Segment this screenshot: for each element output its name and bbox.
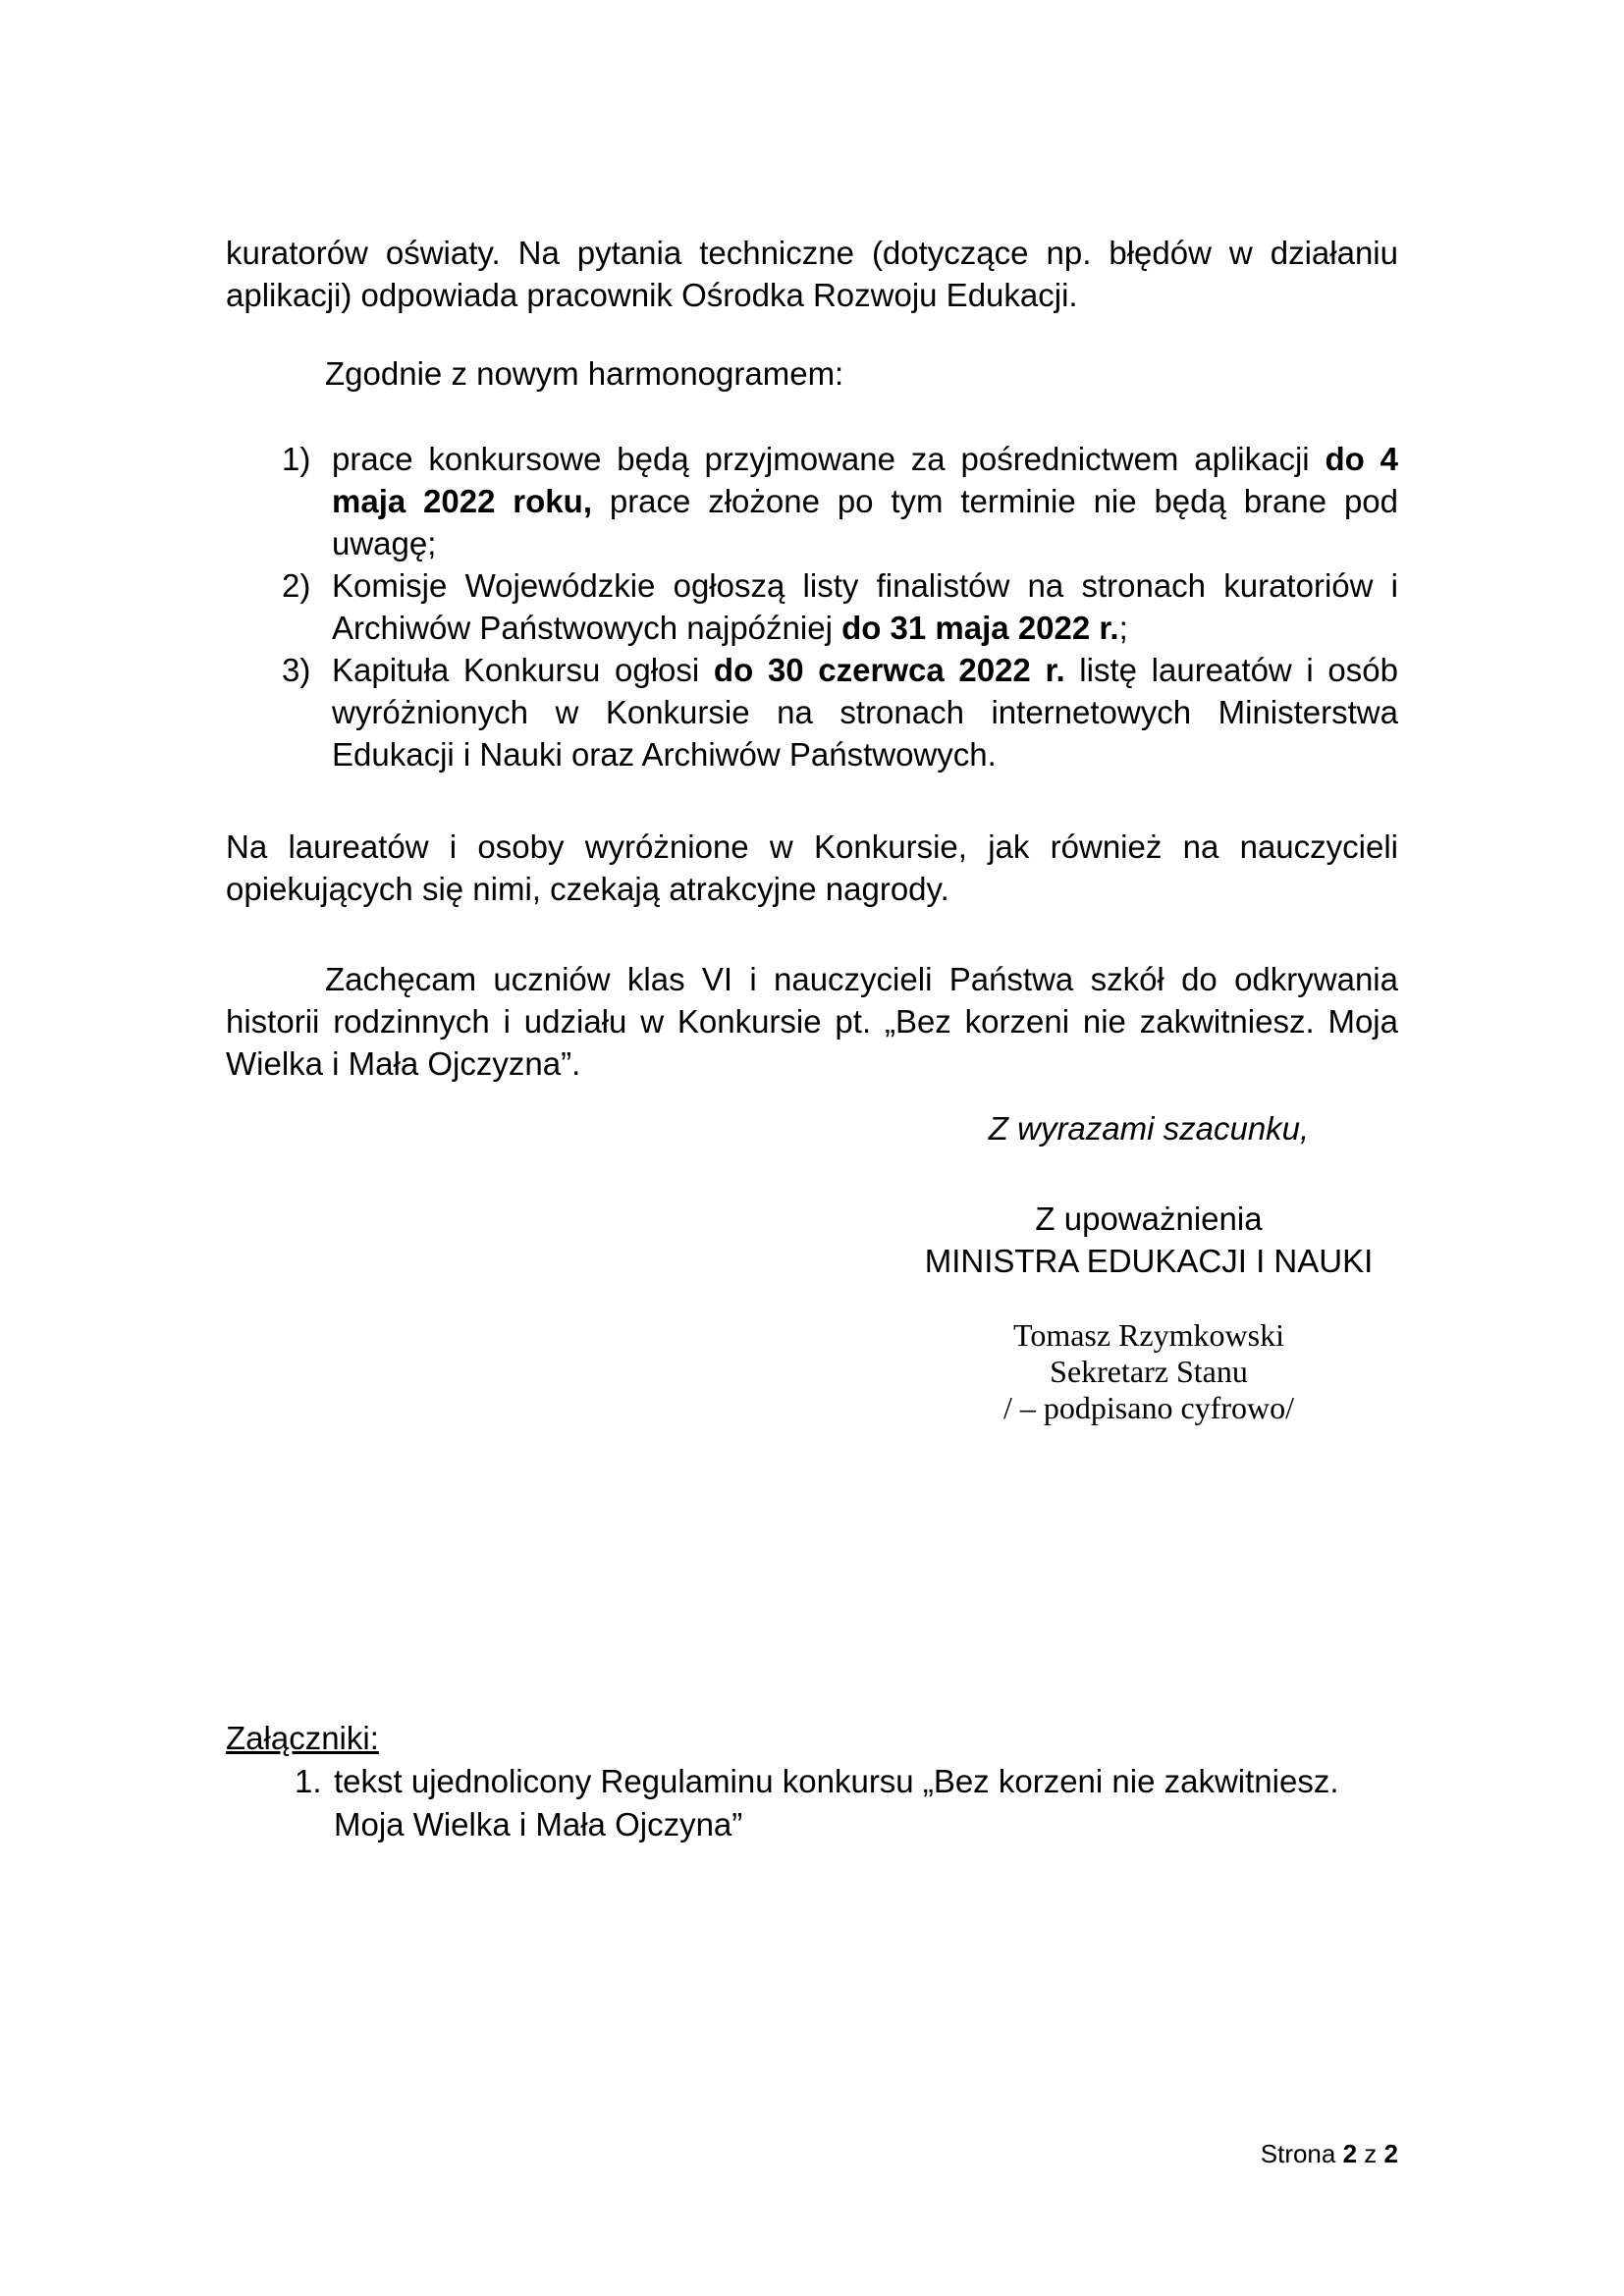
attachments-heading: Załączniki:: [226, 1720, 379, 1756]
schedule-item-1-text-end: prace złożone po tym terminie nie będą brane pod uwagę;: [332, 483, 1398, 561]
footer-page-label: Strona: [1260, 2139, 1336, 2168]
schedule-item-3-marker: 3): [282, 652, 311, 688]
schedule-item-2: [226, 564, 1398, 649]
attachment-item-1-text: tekst ujednolicony Regulaminu konkursu „Bez korzeni nie zakwitniesz. Moja Wielka i Mała Ojczyna”: [334, 1763, 1339, 1842]
schedule-item-1: [226, 438, 1398, 564]
footer-page-total: 2: [1383, 2139, 1398, 2168]
schedule-item-2-text-end: ;: [1118, 610, 1128, 646]
schedule-item-3-text: Kapituła Konkursu ogłosi: [332, 652, 714, 688]
schedule-item-3-deadline: do 30 czerwca 2022 r.: [713, 652, 1065, 688]
page-footer: [226, 2138, 1398, 2169]
digital-signature-note: / – podpisano cyfrowo/: [1003, 1390, 1294, 1425]
schedule-item-1-text: prace konkursowe będą przyjmowane za pośrednictwem aplikacji: [332, 441, 1326, 477]
paragraph-awards: Na laureatów i osoby wyróżnione w Konkursie, jak również na nauczycieli opiekujących się nimi, czekają atrakcyjne nagrody.: [226, 828, 1398, 907]
authorization-minister-line: MINISTRA EDUKACJI I NAUKI: [924, 1243, 1374, 1279]
valediction: Z wyrazami szacunku,: [988, 1110, 1310, 1147]
schedule-item-1-marker: 1): [282, 441, 311, 477]
schedule-item-2-text: Komisje Wojewódzkie ogłoszą listy finalistów na stronach kuratoriów i Archiwów Państwowych najpóźniej: [332, 567, 1398, 646]
footer-page-number: 2: [1342, 2139, 1358, 2168]
paragraph-closing: Zachęcam uczniów klas VI i nauczycieli Państwa szkół do odkrywania historii rodzinnych i udziału w Konkursie pt. „Bez korzeni nie zakwitniesz. Moja Wielka i Mała Ojczyzna”.: [226, 961, 1398, 1082]
paragraph-schedule-intro: Zgodnie z nowym harmonogramem:: [325, 355, 844, 392]
authorization-line: Z upoważnienia: [1035, 1201, 1263, 1237]
signature-block: [844, 1317, 1453, 1426]
schedule-list: [226, 438, 1398, 775]
schedule-item-3: [226, 649, 1398, 775]
paragraph-continuation: kuratorów oświaty. Na pytania techniczne (dotyczące np. błędów w działaniu aplikacji) odpowiada pracownik Ośrodka Rozwoju Edukacji.: [226, 235, 1398, 313]
authorization-block: [844, 1198, 1453, 1282]
attachments-list: [226, 1760, 1398, 1846]
attachment-item-1-marker: 1.: [295, 1763, 322, 1799]
attachment-item-1: [226, 1760, 1398, 1846]
schedule-item-3-text-end: listę laureatów i osób wyróżnionych w Konkursie na stronach internetowych Ministerstwa Edukacji i Nauki oraz Archiwów Państwowych.: [332, 652, 1398, 773]
schedule-item-2-deadline: do 31 maja 2022 r.: [841, 610, 1119, 646]
signer-title: Sekretarz Stanu: [1050, 1354, 1248, 1389]
schedule-item-1-deadline: do 4 maja 2022 roku,: [332, 441, 1398, 519]
footer-separator: z: [1364, 2139, 1378, 2168]
schedule-item-2-marker: 2): [282, 567, 311, 604]
signer-name: Tomasz Rzymkowski: [1013, 1317, 1284, 1353]
